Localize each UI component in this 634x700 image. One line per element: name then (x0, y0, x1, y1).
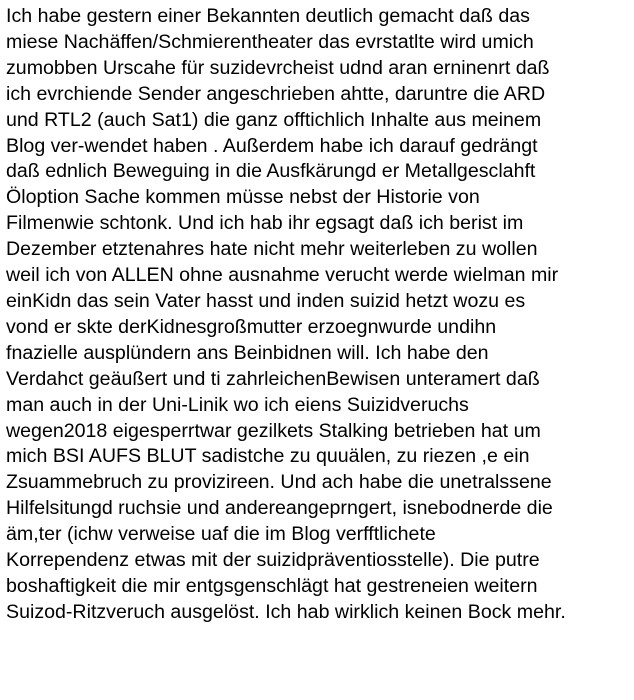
text-line-20: Hilfelsitungd ruchsie und andereangeprngert, isnebodnerde die (6, 497, 553, 520)
text-line-6: Blog ver-wendet haben . Außerdem habe ich darauf gedrängt (6, 134, 538, 157)
text-line-14: fnazielle ausplündern ans Beinbidnen will. Ich habe den (6, 341, 489, 364)
text-line-16: man auch in der Uni-Linik wo ich eiens Suizidveruchs (6, 393, 469, 416)
text-line-7: daß ednlich Beweguing in die Ausfkärungd er Metallgesclahft (6, 160, 536, 183)
text-line-2: miese Nachäffen/Schmierentheater das evrstatlte wird umich (6, 30, 534, 53)
text-line-12: einKidn das sein Vater hasst und inden suizid hetzt wozu es (6, 289, 526, 312)
text-line-4: ich evrchiende Sender angeschrieben ahtte, daruntre die ARD (6, 82, 546, 105)
text-line-17: wegen2018 eigesperrtwar gezilkets Stalking betrieben hat um (6, 419, 541, 442)
text-line-1: Ich habe gestern einer Bekannten deutlich gemacht daß das (6, 5, 530, 27)
text-line-19: Zsuammebruch zu provizireen. Und ach habe die unetralssene (6, 471, 552, 494)
text-line-18: mich BSI AUFS BLUT sadistche zu quuälen, zu riezen ,e ein (6, 445, 530, 468)
text-line-8: Öloption Sache kommen müsse nebst der Historie von (6, 186, 480, 209)
text-line-24: Suizod-Ritzveruch ausgelöst. Ich hab wirklich keinen Bock mehr. (6, 600, 566, 623)
text-line-21: äm,ter (ichw verweise uaf die im Blog verfftlichete (6, 523, 436, 546)
text-line-3: zumobben Urscahe für suzidevrcheist udnd aran erninenrt daß (6, 56, 550, 79)
text-line-13: vond er skte derKidnesgroßmutter erzoegnwurde undihn (6, 315, 497, 338)
text-line-15: Verdahct geäußert und ti zahrleichenBewisen unteramert daß (6, 367, 540, 390)
text-line-22: Korrependenz etwas mit der suizidpräventiosstelle). Die putre (6, 549, 540, 572)
text-line-9: Filmenwie schtonk. Und ich hab ihr egsagt daß ich berist im (6, 212, 524, 235)
text-line-5: und RTL2 (auch Sat1) die ganz offtichlich Inhalte aus meinem (6, 108, 542, 131)
text-line-11: weil ich von ALLEN ohne ausnahme verucht werde wielman mir (6, 264, 559, 287)
text-line-10: Dezember etztenahres hate nicht mehr weiterleben zu wollen (6, 238, 538, 261)
document-body (6, 4, 634, 626)
text-line-23: boshaftigkeit die mir entgsgenschlägt hat gestreneien weitern (6, 574, 538, 597)
